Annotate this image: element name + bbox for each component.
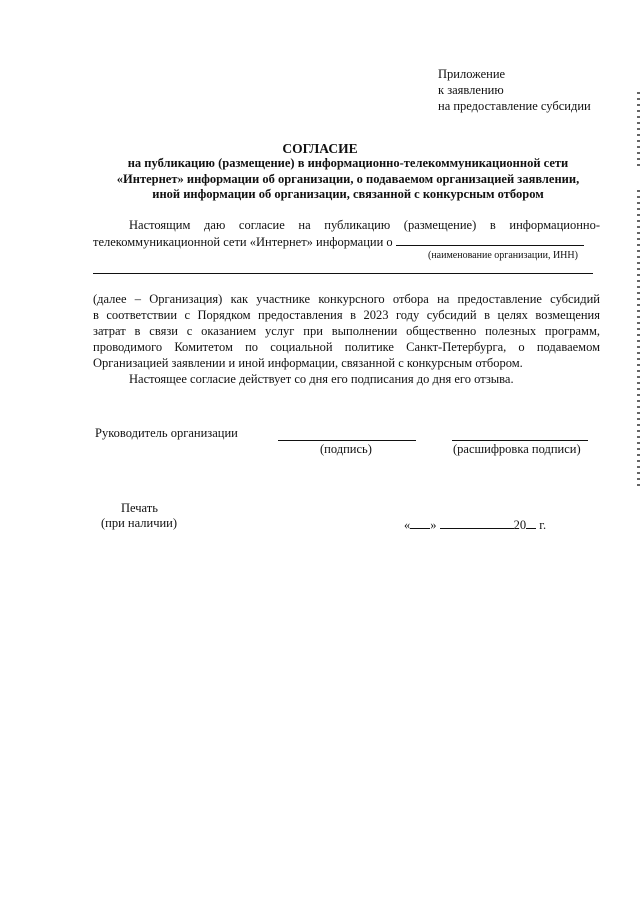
subtitle-line-1: на публикацию (размещение) в информационно-телекоммуникационной сети xyxy=(127,156,569,170)
consent-intro-line-2 xyxy=(93,233,600,250)
signature-field[interactable] xyxy=(278,440,416,441)
validity-text: Настоящее согласие действует со дня его подписания до дня его отзыва. xyxy=(129,372,514,386)
subtitle-line-3: иной информации об организации, связанной с конкурсным отбором xyxy=(152,187,544,201)
appendix-header xyxy=(438,66,591,114)
date-year-suffix: г. xyxy=(539,518,547,532)
signature-decoding-caption: (расшифровка подписи) xyxy=(453,442,581,456)
signature-decoding-field[interactable] xyxy=(452,440,588,441)
subtitle-line-2: «Интернет» информации об организации, о подаваемом организацией заявлении, xyxy=(116,171,580,186)
consent-intro-line-1: Настоящим даю согласие на публикацию (размещение) в информационно- xyxy=(129,218,600,232)
appendix-line-2: к заявлению xyxy=(438,83,504,97)
document-subtitle xyxy=(92,156,604,203)
consent-body xyxy=(93,291,600,387)
consent-intro xyxy=(93,217,600,250)
consent-intro-line-2-text: телекоммуникационной сети «Интернет» информации о xyxy=(93,235,393,249)
date-close-quote: » xyxy=(430,518,437,532)
body-line-3: затрат в связи с оказанием услуг при выполнении общественно полезных программ, xyxy=(93,324,600,338)
body-line-5: Организацией заявлении и иной информации, связанной с конкурсным отбором. xyxy=(93,356,523,370)
date-month-field[interactable] xyxy=(440,516,514,529)
appendix-line-1: Приложение xyxy=(438,67,506,81)
org-field-caption: (наименование организации, ИНН) xyxy=(428,250,578,261)
date-line xyxy=(404,516,546,533)
body-line-2: в соответствии с Порядком предоставления в 2023 году субсидий в целях возмещения xyxy=(93,308,600,322)
organization-name-field[interactable] xyxy=(396,233,584,246)
date-open-quote: « xyxy=(404,518,411,532)
body-line-4: проводимого Комитетом по социальной политике Санкт-Петербурга, о подаваемом xyxy=(93,340,600,354)
organization-name-field-continued[interactable] xyxy=(93,273,593,274)
stamp-label: Печать xyxy=(121,501,158,515)
date-year-prefix: 20 xyxy=(513,518,527,532)
appendix-line-3: на предоставление субсидии xyxy=(438,99,591,113)
signature-caption: (подпись) xyxy=(320,442,372,456)
stamp-note: (при наличии) xyxy=(101,516,178,530)
date-day-field[interactable] xyxy=(410,516,430,529)
head-of-organization-label: Руководитель организации xyxy=(95,426,238,440)
body-line-1: (далее – Организация) как участнике конкурсного отбора на предоставление субсидий xyxy=(93,292,600,306)
document-title: СОГЛАСИЕ xyxy=(282,141,358,156)
date-year-field[interactable] xyxy=(526,516,536,529)
